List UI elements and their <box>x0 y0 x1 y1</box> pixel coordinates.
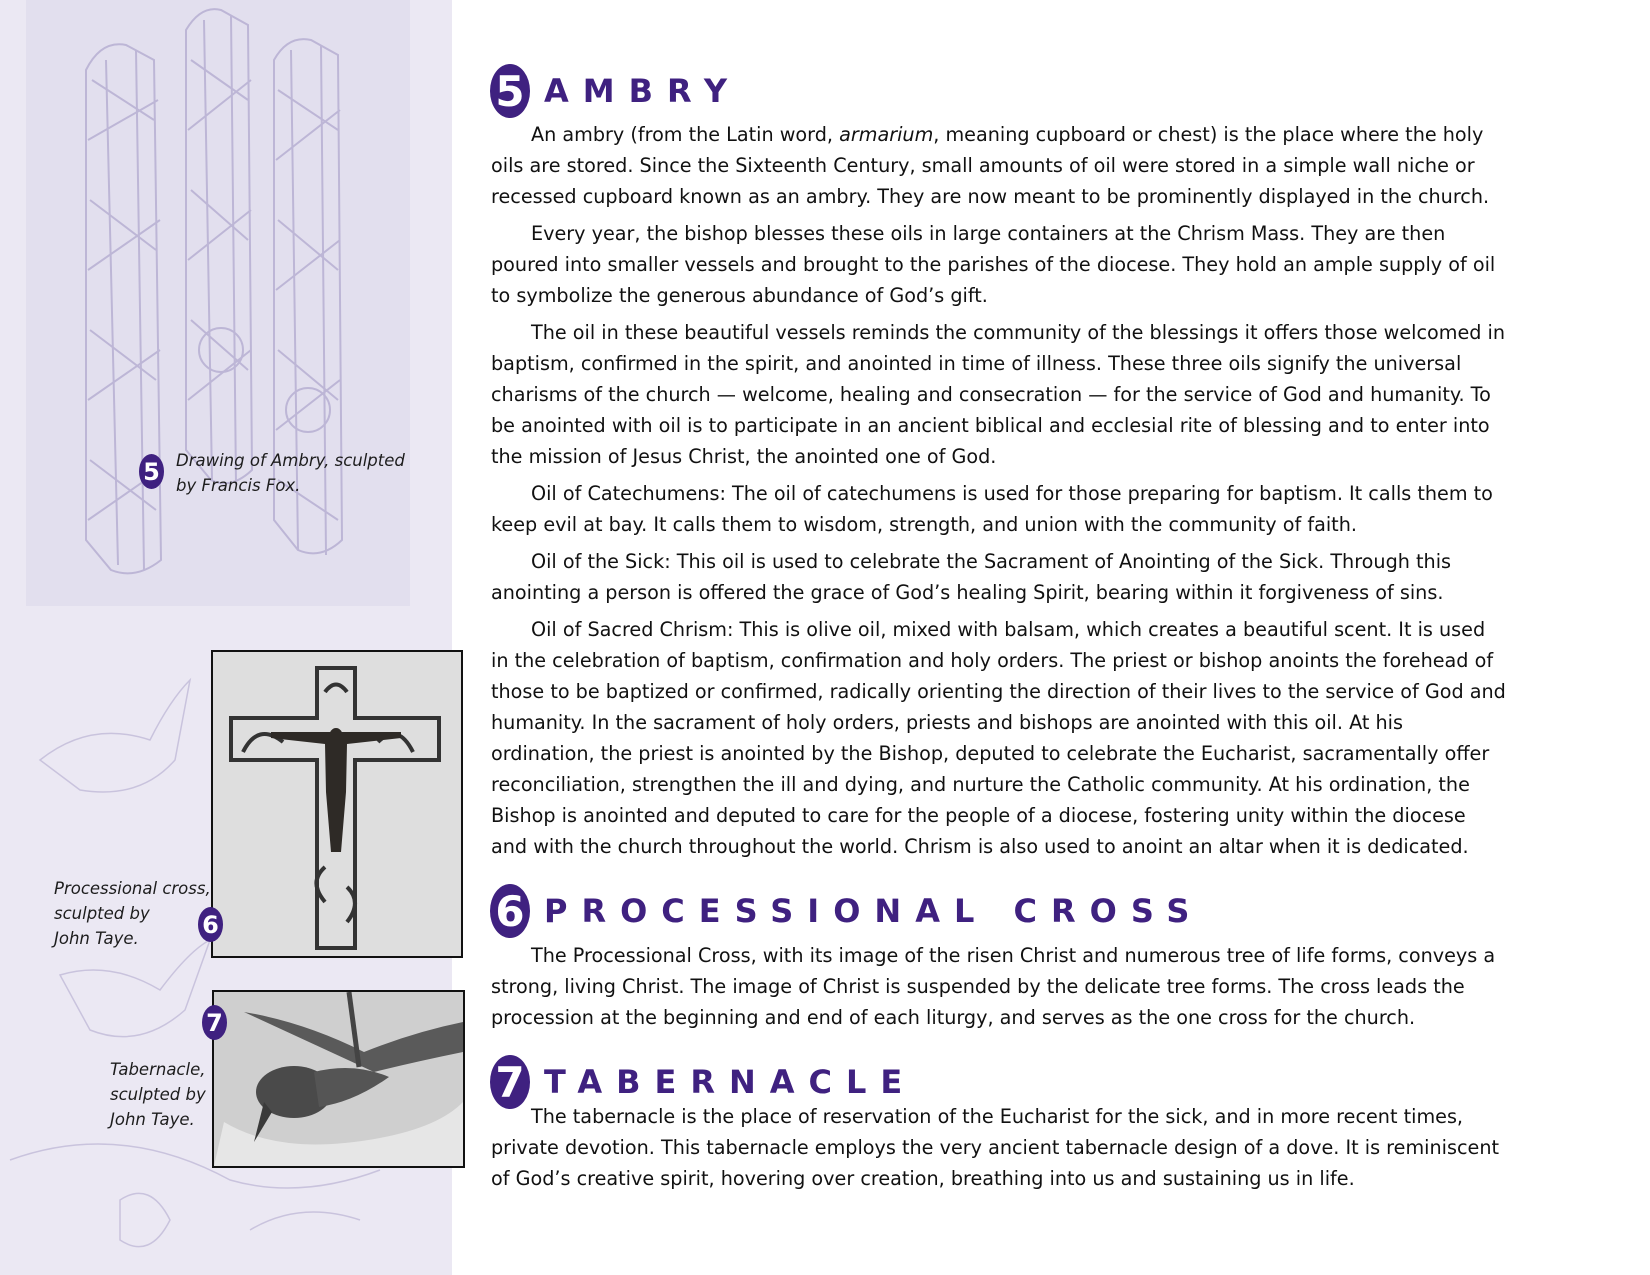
cross-heading <box>490 884 1203 938</box>
latin-term: armarium <box>839 123 934 146</box>
cross-caption <box>54 876 211 951</box>
tabernacle-paragraph-1: The tabernacle is the place of reservation of the Eucharist for the sick, and in more recent times, private devotion. This tabernacle employs the very ancient tabernacle design of a dove. It is reminiscent of God’s creative spirit, hovering over creation, breathing into us and sustaining us in life. <box>491 1105 1499 1190</box>
cross-caption-line1: Processional cross, <box>54 879 211 898</box>
sidebar <box>0 0 452 1275</box>
cross-title: PROCESSIONAL CROSS <box>544 892 1204 930</box>
ambry-body <box>491 119 1506 868</box>
ambry-caption-line1: Drawing of Ambry, sculpted <box>176 451 405 470</box>
tabernacle-number-badge: 7 <box>490 1055 530 1109</box>
tabernacle-title: TABERNACLE <box>544 1063 917 1101</box>
cross-body <box>491 940 1506 1039</box>
ambry-paragraph-3: The oil in these beautiful vessels reminds the community of the blessings it offers those welcomed in baptism, confirmed in the spirit, and anointed in time of illness. These three oils signify the universal charisms of the church — welcome, healing and consecration — for the service of God and humanity. To be anointed with oil is to participate in an ancient biblical and ecclesial rite of blessing and to enter into the mission of Jesus Christ, the anointed one of God. <box>491 321 1506 468</box>
cross-caption-line3: John Taye. <box>54 929 139 948</box>
cross-number-badge: 6 <box>490 884 530 938</box>
dove-photo-icon <box>214 992 463 1166</box>
cross-paragraph-1: The Processional Cross, with its image of the risen Christ and numerous tree of life forms, conveys a strong, living Christ. The image of Christ is suspended by the delicate tree forms. The cross leads the procession at the beginning and end of each liturgy, and serves as the one cross for the church. <box>491 944 1496 1029</box>
ambry-number-badge: 5 <box>490 64 530 118</box>
tabernacle-caption-line1: Tabernacle, <box>110 1060 206 1079</box>
tabernacle-caption-line2: sculpted by <box>110 1085 206 1104</box>
ambry-paragraph-5: Oil of the Sick: This oil is used to celebrate the Sacrament of Anointing of the Sick. Through this anointing a person is offered the grace of God’s healing Spirit, bearing within it forgiveness of sins. <box>491 550 1452 604</box>
cross-caption-line2: sculpted by <box>54 904 150 923</box>
ambry-sketch-icon <box>26 0 410 606</box>
crucifix-photo-icon <box>213 652 461 956</box>
ambry-paragraph-6: Oil of Sacred Chrism: This is olive oil, mixed with balsam, which creates a beautiful scent. It is used in the celebration of baptism, confirmation and holy orders. The priest or bishop anoints the forehead of those to be baptized or confirmed, radically orienting the direction of their lives to the service of God and humanity. In the sacrament of holy orders, priests and bishops are anointed with this oil. At his ordination, the priest is anointed by the Bishop, deputed to celebrate the Eucharist, sacramentally offer reconciliation, strengthen the ill and dying, and nurture the Catholic community. At his ordination, the Bishop is anointed and deputed to care for the people of a diocese, fostering unity within the diocese and with the church throughout the world. Chrism is also used to anoint an altar when it is dedicated. <box>491 618 1506 858</box>
tabernacle-caption-line3: John Taye. <box>110 1110 195 1129</box>
tabernacle-caption <box>110 1057 206 1132</box>
tabernacle-body <box>491 1101 1506 1200</box>
ambry-heading <box>490 64 741 118</box>
ambry-paragraph-4: Oil of Catechumens: The oil of catechumens is used for those preparing for baptism. It calls them to keep evil at bay. It calls them to wisdom, strength, and union with the community of faith. <box>491 482 1493 536</box>
ambry-sketch-panel <box>26 0 410 606</box>
ambry-paragraph-2: Every year, the bishop blesses these oils in large containers at the Chrism Mass. They are then poured into smaller vessels and brought to the parishes of the diocese. They hold an ample supply of oil to symbolize the generous abundance of God’s gift. <box>491 222 1496 307</box>
ambry-title: AMBRY <box>544 72 742 110</box>
ambry-caption <box>176 448 405 498</box>
cross-caption-badge: 6 <box>198 907 223 942</box>
ambry-paragraph-1: An ambry (from the Latin word, armarium, meaning cupboard or chest) is the place where the holy oils are stored. Since the Sixteenth Century, small amounts of oil were stored in a simple wall niche or recessed cupboard known as an ambry. They are now meant to be prominently displayed in the church. <box>491 123 1490 208</box>
ambry-caption-badge: 5 <box>139 454 164 489</box>
cross-photo <box>211 650 463 958</box>
tabernacle-photo <box>212 990 465 1168</box>
ambry-caption-line2: by Francis Fox. <box>176 476 301 495</box>
tabernacle-caption-badge: 7 <box>202 1005 227 1040</box>
